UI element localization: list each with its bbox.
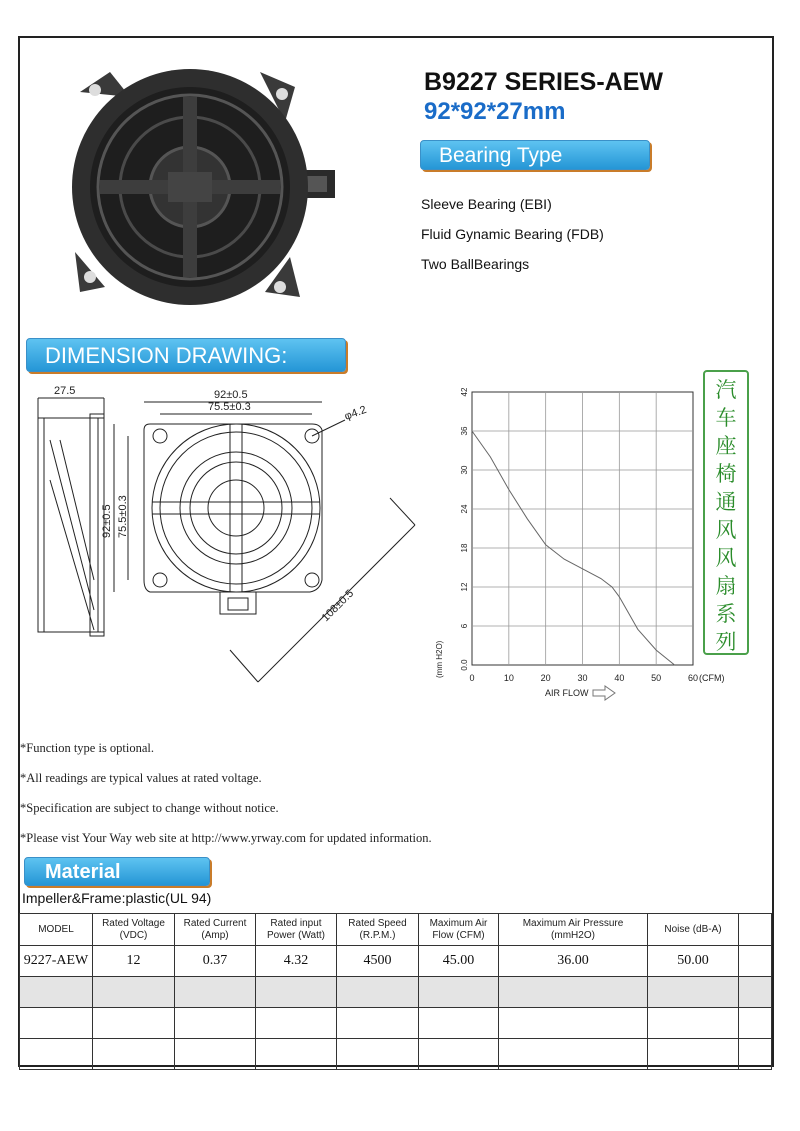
dim-height-outer-label: 92±0.5 bbox=[101, 504, 113, 538]
dim-width-inner-label: 75.5±0.3 bbox=[208, 401, 251, 413]
cn-char: 车 bbox=[715, 406, 737, 430]
vertical-chinese-label bbox=[703, 370, 749, 655]
header-model: MODEL bbox=[20, 914, 93, 946]
cn-char: 通 bbox=[715, 490, 737, 514]
chart-y-tick-label: 0.0 bbox=[460, 659, 469, 671]
note-function-type: *Function type is optional. bbox=[20, 741, 155, 755]
bearing-option-fluid: Fluid Gynamic Bearing (FDB) bbox=[421, 226, 604, 242]
bearing-option-ball: Two BallBearings bbox=[421, 256, 530, 272]
note-typical-values: *All readings are typical values at rated voltage. bbox=[20, 771, 262, 785]
size-subtitle: 92*92*27mm bbox=[424, 98, 566, 125]
chart-y-tick-label: 24 bbox=[460, 504, 469, 514]
fan-product-photo bbox=[50, 52, 350, 322]
header-rated-speed: Rated Speed (R.P.M.) bbox=[337, 914, 419, 946]
header-max-air-pressure: Maximum Air Pressure (mmH2O) bbox=[499, 914, 648, 946]
chart-x-tick-label: 20 bbox=[540, 673, 551, 683]
dim-diagonal-label: 108±0.5 bbox=[319, 587, 357, 625]
chart-y-axis-label: (mm H2O) bbox=[435, 640, 444, 678]
cn-char: 系 bbox=[715, 602, 737, 626]
cn-char: 风 bbox=[715, 518, 737, 542]
header-rated-current: Rated Current (Amp) bbox=[175, 914, 256, 946]
chart-y-tick-label: 6 bbox=[460, 623, 469, 629]
chart-x-tick-label: 0 bbox=[469, 673, 475, 683]
chart-x-ticks bbox=[469, 673, 698, 683]
cn-char: 列 bbox=[715, 630, 737, 654]
chart-y-tick-label: 18 bbox=[460, 543, 469, 553]
chart-x-axis-label: AIR FLOW bbox=[545, 688, 589, 698]
chart-grid bbox=[472, 392, 693, 665]
dim-width-outer-label: 92±0.5 bbox=[214, 389, 248, 401]
cell-air-pressure: 36.00 bbox=[499, 946, 648, 977]
header-rated-power: Rated input Power (Watt) bbox=[256, 914, 337, 946]
chart-y-tick-label: 12 bbox=[460, 582, 469, 592]
cn-char: 汽 bbox=[715, 378, 737, 402]
cn-char: 风 bbox=[715, 546, 737, 570]
cell-noise: 50.00 bbox=[648, 946, 739, 977]
cn-char: 椅 bbox=[715, 462, 737, 486]
chart-x-tick-label: 60 bbox=[687, 673, 699, 683]
dimension-drawing bbox=[20, 380, 440, 700]
header-empty bbox=[739, 914, 772, 946]
chart-x-tick-label: 10 bbox=[503, 673, 514, 683]
chart-x-tick-label: 40 bbox=[614, 673, 625, 683]
dim-depth-label: 27.5 bbox=[54, 385, 76, 397]
cn-char: 扇 bbox=[715, 574, 737, 598]
chart-x-unit-label: (CFM) bbox=[699, 673, 725, 683]
header-rated-voltage: Rated Voltage (VDC) bbox=[93, 914, 175, 946]
bearing-option-sleeve: Sleeve Bearing (EBI) bbox=[421, 196, 552, 212]
table-row bbox=[20, 1008, 772, 1039]
arrow-right-icon bbox=[593, 686, 615, 700]
cell-current: 0.37 bbox=[175, 946, 256, 977]
series-title: B9227 SERIES-AEW bbox=[424, 68, 663, 96]
header-max-air-flow: Maximum Air Flow (CFM) bbox=[419, 914, 499, 946]
chart-y-tick-label: 30 bbox=[460, 465, 469, 475]
cn-char: 座 bbox=[715, 434, 737, 458]
chart-x-tick-label: 50 bbox=[651, 673, 662, 683]
chart-y-ticks bbox=[460, 387, 469, 671]
chart-y-tick-label: 36 bbox=[460, 426, 469, 436]
cell-empty bbox=[739, 946, 772, 977]
note-subject-to-change: *Specification are subject to change without notice. bbox=[20, 801, 279, 815]
cell-voltage: 12 bbox=[93, 946, 175, 977]
chart-y-tick-label: 42 bbox=[460, 387, 469, 397]
material-description: Impeller&Frame:plastic(UL 94) bbox=[22, 890, 212, 906]
dimension-drawing-heading: DIMENSION DRAWING: bbox=[26, 338, 346, 372]
table-row bbox=[20, 1039, 772, 1070]
performance-chart bbox=[425, 380, 735, 710]
cell-speed: 4500 bbox=[337, 946, 419, 977]
note-website: *Please vist Your Way web site at http://www.yrway.com for updated information. bbox=[20, 831, 432, 845]
dim-height-inner-label: 75.5±0.3 bbox=[117, 495, 129, 538]
bearing-type-heading: Bearing Type bbox=[420, 140, 650, 170]
spec-table bbox=[19, 913, 772, 1070]
table-row bbox=[20, 977, 772, 1008]
header-noise: Noise (dB-A) bbox=[648, 914, 739, 946]
spec-table-header-row bbox=[20, 914, 772, 946]
cell-air-flow: 45.00 bbox=[419, 946, 499, 977]
cell-power: 4.32 bbox=[256, 946, 337, 977]
chart-x-tick-label: 30 bbox=[577, 673, 588, 683]
table-row bbox=[20, 946, 772, 977]
dim-hole-label: φ4.2 bbox=[342, 403, 369, 423]
cell-model: 9227-AEW bbox=[20, 946, 93, 977]
material-heading: Material bbox=[24, 857, 210, 886]
